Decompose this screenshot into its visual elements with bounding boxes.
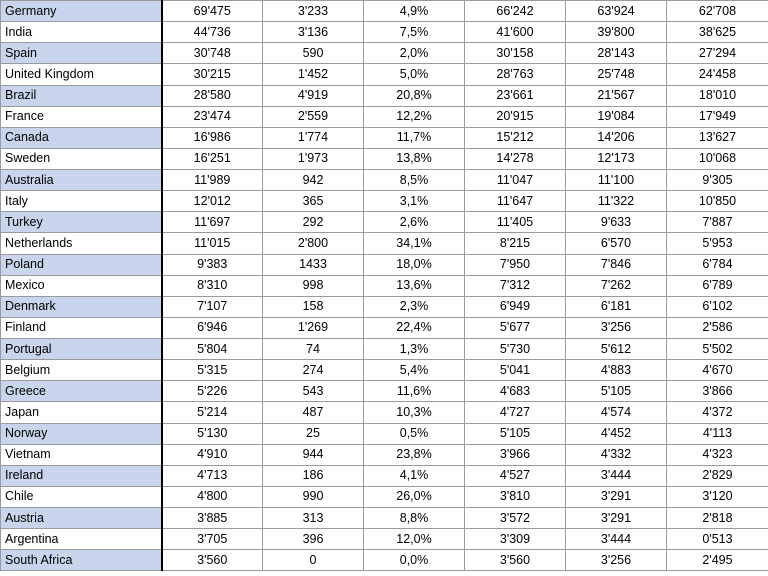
table-row	[1, 381, 768, 402]
value-cell: 3'120	[667, 486, 768, 507]
value-cell: 2'818	[667, 508, 768, 529]
country-cell: Chile	[1, 486, 162, 507]
value-cell: 3'885	[162, 508, 263, 529]
table-row	[1, 233, 768, 254]
value-cell: 27'294	[667, 43, 768, 64]
value-cell: 11'047	[465, 170, 566, 191]
value-cell: 1'269	[263, 317, 364, 338]
value-cell: 5'105	[566, 381, 667, 402]
value-cell: 3'810	[465, 486, 566, 507]
table-row	[1, 106, 768, 127]
value-cell: 26,0%	[364, 486, 465, 507]
value-cell: 8,8%	[364, 508, 465, 529]
value-cell: 30'158	[465, 43, 566, 64]
value-cell: 3'444	[566, 465, 667, 486]
value-cell: 10'850	[667, 191, 768, 212]
value-cell: 1'774	[263, 127, 364, 148]
table-row	[1, 170, 768, 191]
country-cell: Spain	[1, 43, 162, 64]
table-row	[1, 444, 768, 465]
value-cell: 2,3%	[364, 296, 465, 317]
value-cell: 63'924	[566, 1, 667, 22]
value-cell: 23'474	[162, 106, 263, 127]
value-cell: 12'012	[162, 191, 263, 212]
value-cell: 4'713	[162, 465, 263, 486]
value-cell: 0,0%	[364, 550, 465, 571]
table-row	[1, 317, 768, 338]
value-cell: 5'315	[162, 360, 263, 381]
value-cell: 6'784	[667, 254, 768, 275]
value-cell: 38'625	[667, 22, 768, 43]
country-cell: South Africa	[1, 550, 162, 571]
value-cell: 22,4%	[364, 317, 465, 338]
value-cell: 11'697	[162, 212, 263, 233]
table-row	[1, 550, 768, 571]
value-cell: 3'291	[566, 508, 667, 529]
value-cell: 4'910	[162, 444, 263, 465]
value-cell: 11'647	[465, 191, 566, 212]
country-cell: Italy	[1, 191, 162, 212]
table-row	[1, 465, 768, 486]
value-cell: 7'846	[566, 254, 667, 275]
country-cell: Portugal	[1, 339, 162, 360]
value-cell: 1'973	[263, 148, 364, 169]
value-cell: 2'800	[263, 233, 364, 254]
value-cell: 6'946	[162, 317, 263, 338]
table-row	[1, 85, 768, 106]
value-cell: 11,7%	[364, 127, 465, 148]
value-cell: 4'919	[263, 85, 364, 106]
value-cell: 41'600	[465, 22, 566, 43]
table-row	[1, 402, 768, 423]
value-cell: 2'559	[263, 106, 364, 127]
value-cell: 5'105	[465, 423, 566, 444]
value-cell: 6'789	[667, 275, 768, 296]
country-cell: Argentina	[1, 529, 162, 550]
value-cell: 15'212	[465, 127, 566, 148]
value-cell: 313	[263, 508, 364, 529]
value-cell: 998	[263, 275, 364, 296]
value-cell: 20,8%	[364, 85, 465, 106]
value-cell: 66'242	[465, 1, 566, 22]
value-cell: 4'574	[566, 402, 667, 423]
value-cell: 5'130	[162, 423, 263, 444]
value-cell: 14'206	[566, 127, 667, 148]
value-cell: 274	[263, 360, 364, 381]
value-cell: 12,2%	[364, 106, 465, 127]
value-cell: 5'502	[667, 339, 768, 360]
value-cell: 9'305	[667, 170, 768, 191]
value-cell: 6'102	[667, 296, 768, 317]
value-cell: 5'953	[667, 233, 768, 254]
value-cell: 11'015	[162, 233, 263, 254]
table-row	[1, 254, 768, 275]
value-cell: 19'084	[566, 106, 667, 127]
table-row	[1, 275, 768, 296]
value-cell: 1,3%	[364, 339, 465, 360]
value-cell: 186	[263, 465, 364, 486]
value-cell: 3'291	[566, 486, 667, 507]
value-cell: 543	[263, 381, 364, 402]
value-cell: 4,9%	[364, 1, 465, 22]
country-cell: Sweden	[1, 148, 162, 169]
table-row	[1, 423, 768, 444]
value-cell: 9'633	[566, 212, 667, 233]
value-cell: 6'570	[566, 233, 667, 254]
value-cell: 990	[263, 486, 364, 507]
value-cell: 0'513	[667, 529, 768, 550]
value-cell: 4'883	[566, 360, 667, 381]
value-cell: 3'309	[465, 529, 566, 550]
table-body	[1, 1, 768, 571]
country-cell: Denmark	[1, 296, 162, 317]
value-cell: 1'452	[263, 64, 364, 85]
table-row	[1, 1, 768, 22]
value-cell: 3'705	[162, 529, 263, 550]
country-cell: Netherlands	[1, 233, 162, 254]
value-cell: 2'495	[667, 550, 768, 571]
value-cell: 69'475	[162, 1, 263, 22]
country-cell: Mexico	[1, 275, 162, 296]
value-cell: 365	[263, 191, 364, 212]
value-cell: 3'866	[667, 381, 768, 402]
value-cell: 18,0%	[364, 254, 465, 275]
value-cell: 16'986	[162, 127, 263, 148]
table-row	[1, 127, 768, 148]
value-cell: 4'452	[566, 423, 667, 444]
value-cell: 34,1%	[364, 233, 465, 254]
country-cell: Vietnam	[1, 444, 162, 465]
value-cell: 7'107	[162, 296, 263, 317]
value-cell: 16'251	[162, 148, 263, 169]
value-cell: 4'113	[667, 423, 768, 444]
value-cell: 0,5%	[364, 423, 465, 444]
value-cell: 9'383	[162, 254, 263, 275]
value-cell: 11,6%	[364, 381, 465, 402]
value-cell: 4'372	[667, 402, 768, 423]
value-cell: 487	[263, 402, 364, 423]
value-cell: 0	[263, 550, 364, 571]
value-cell: 7'262	[566, 275, 667, 296]
value-cell: 24'458	[667, 64, 768, 85]
value-cell: 11'100	[566, 170, 667, 191]
value-cell: 18'010	[667, 85, 768, 106]
value-cell: 12'173	[566, 148, 667, 169]
value-cell: 17'949	[667, 106, 768, 127]
country-cell: Ireland	[1, 465, 162, 486]
value-cell: 2,6%	[364, 212, 465, 233]
value-cell: 4'683	[465, 381, 566, 402]
value-cell: 2,0%	[364, 43, 465, 64]
country-cell: Finland	[1, 317, 162, 338]
country-cell: Germany	[1, 1, 162, 22]
value-cell: 6'949	[465, 296, 566, 317]
value-cell: 5'677	[465, 317, 566, 338]
value-cell: 5'730	[465, 339, 566, 360]
value-cell: 74	[263, 339, 364, 360]
value-cell: 28'763	[465, 64, 566, 85]
value-cell: 28'580	[162, 85, 263, 106]
value-cell: 292	[263, 212, 364, 233]
table-row	[1, 191, 768, 212]
value-cell: 942	[263, 170, 364, 191]
value-cell: 3'256	[566, 317, 667, 338]
value-cell: 7'950	[465, 254, 566, 275]
value-cell: 4,1%	[364, 465, 465, 486]
value-cell: 8'215	[465, 233, 566, 254]
value-cell: 8,5%	[364, 170, 465, 191]
value-cell: 44'736	[162, 22, 263, 43]
value-cell: 6'181	[566, 296, 667, 317]
value-cell: 4'727	[465, 402, 566, 423]
value-cell: 7'887	[667, 212, 768, 233]
value-cell: 30'215	[162, 64, 263, 85]
table-row	[1, 529, 768, 550]
value-cell: 25'748	[566, 64, 667, 85]
country-cell: Norway	[1, 423, 162, 444]
value-cell: 10'068	[667, 148, 768, 169]
value-cell: 5'226	[162, 381, 263, 402]
value-cell: 3'136	[263, 22, 364, 43]
value-cell: 944	[263, 444, 364, 465]
value-cell: 590	[263, 43, 364, 64]
value-cell: 62'708	[667, 1, 768, 22]
value-cell: 39'800	[566, 22, 667, 43]
country-cell: Turkey	[1, 212, 162, 233]
value-cell: 3'560	[162, 550, 263, 571]
table-row	[1, 43, 768, 64]
value-cell: 13,6%	[364, 275, 465, 296]
value-cell: 3'560	[465, 550, 566, 571]
value-cell: 5'612	[566, 339, 667, 360]
table-row	[1, 339, 768, 360]
value-cell: 2'829	[667, 465, 768, 486]
country-cell: Australia	[1, 170, 162, 191]
table-row	[1, 22, 768, 43]
value-cell: 11'405	[465, 212, 566, 233]
country-cell: Belgium	[1, 360, 162, 381]
value-cell: 5'214	[162, 402, 263, 423]
table-row	[1, 360, 768, 381]
value-cell: 4'527	[465, 465, 566, 486]
value-cell: 4'800	[162, 486, 263, 507]
value-cell: 1433	[263, 254, 364, 275]
value-cell: 21'567	[566, 85, 667, 106]
country-cell: United Kingdom	[1, 64, 162, 85]
value-cell: 3'966	[465, 444, 566, 465]
value-cell: 7'312	[465, 275, 566, 296]
value-cell: 3'233	[263, 1, 364, 22]
value-cell: 14'278	[465, 148, 566, 169]
value-cell: 8'310	[162, 275, 263, 296]
value-cell: 3'572	[465, 508, 566, 529]
country-cell: Canada	[1, 127, 162, 148]
value-cell: 20'915	[465, 106, 566, 127]
value-cell: 3'444	[566, 529, 667, 550]
value-cell: 12,0%	[364, 529, 465, 550]
value-cell: 4'670	[667, 360, 768, 381]
table-row	[1, 212, 768, 233]
value-cell: 7,5%	[364, 22, 465, 43]
value-cell: 23'661	[465, 85, 566, 106]
country-cell: Japan	[1, 402, 162, 423]
value-cell: 5'041	[465, 360, 566, 381]
value-cell: 396	[263, 529, 364, 550]
value-cell: 13'627	[667, 127, 768, 148]
value-cell: 3'256	[566, 550, 667, 571]
country-cell: Brazil	[1, 85, 162, 106]
value-cell: 23,8%	[364, 444, 465, 465]
country-cell: Poland	[1, 254, 162, 275]
table-row	[1, 508, 768, 529]
value-cell: 5,4%	[364, 360, 465, 381]
value-cell: 13,8%	[364, 148, 465, 169]
table-row	[1, 64, 768, 85]
table-row	[1, 296, 768, 317]
value-cell: 30'748	[162, 43, 263, 64]
country-cell: Austria	[1, 508, 162, 529]
value-cell: 11'989	[162, 170, 263, 191]
table-row	[1, 148, 768, 169]
value-cell: 25	[263, 423, 364, 444]
country-cell: France	[1, 106, 162, 127]
table-row	[1, 486, 768, 507]
value-cell: 3,1%	[364, 191, 465, 212]
value-cell: 4'323	[667, 444, 768, 465]
value-cell: 158	[263, 296, 364, 317]
country-cell: Greece	[1, 381, 162, 402]
value-cell: 28'143	[566, 43, 667, 64]
value-cell: 10,3%	[364, 402, 465, 423]
value-cell: 4'332	[566, 444, 667, 465]
country-cell: India	[1, 22, 162, 43]
value-cell: 11'322	[566, 191, 667, 212]
value-cell: 2'586	[667, 317, 768, 338]
value-cell: 5,0%	[364, 64, 465, 85]
value-cell: 5'804	[162, 339, 263, 360]
